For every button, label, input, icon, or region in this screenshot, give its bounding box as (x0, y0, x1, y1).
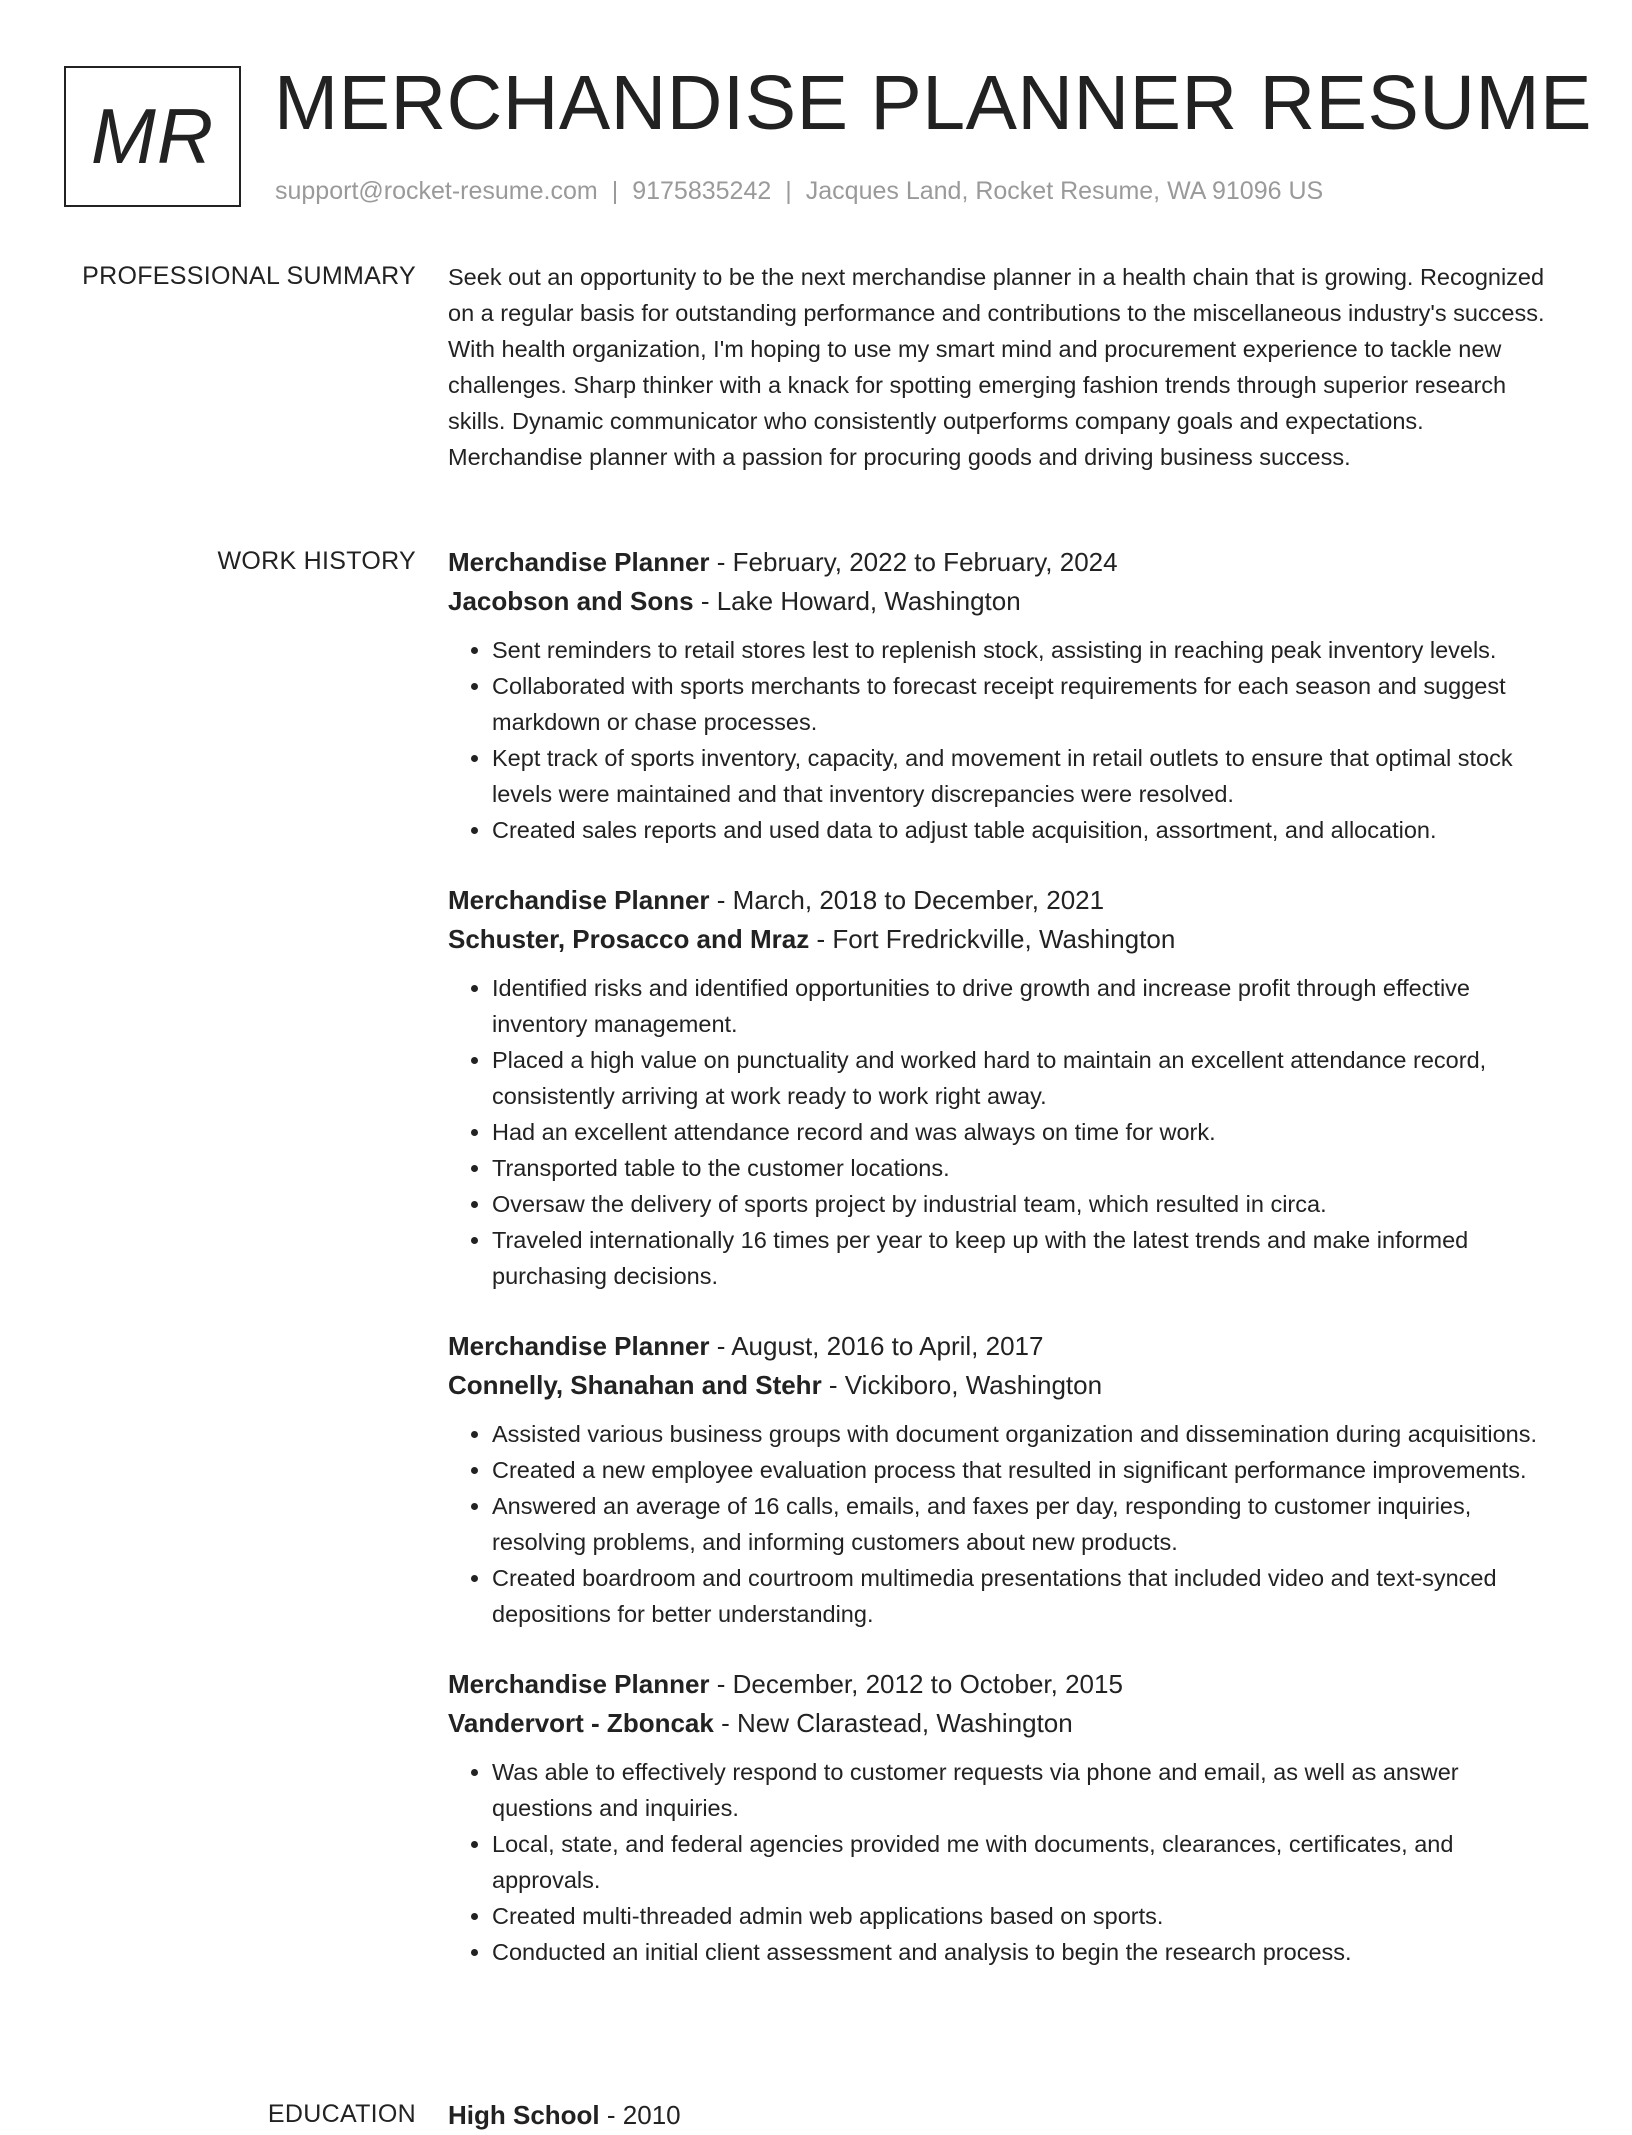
job-bullets (448, 970, 1563, 1294)
job-title-line (448, 1327, 1563, 1366)
job-company: Connelly, Shanahan and Stehr (448, 1369, 822, 1400)
job-title-line (448, 1665, 1563, 1704)
job-dates: February, 2022 to February, 2024 (732, 547, 1118, 577)
job-title: Merchandise Planner (448, 547, 710, 577)
job-company: Jacobson and Sons (448, 585, 694, 616)
job-location: New Clarastead, Washington (736, 1707, 1073, 1738)
job-bullet: • Kept track of sports inventory, capacity, and movement in retail outlets to ensure that optimal stock levels were maintained and that inventory discrepancies were resolved. (492, 740, 1563, 812)
job-bullet: • Transported table to the customer locations. (492, 1150, 1563, 1186)
work-history-heading: WORK HISTORY (217, 547, 416, 575)
job-bullet: • Created a new employee evaluation process that resulted in significant performance improvements. (492, 1452, 1563, 1488)
job-company-line (448, 1704, 1563, 1743)
job-company: Vandervort - Zboncak (448, 1707, 714, 1738)
monogram-logo: MR (64, 66, 241, 207)
education-degree: High School (448, 2100, 600, 2130)
job-bullet: • Had an excellent attendance record and was always on time for work. (492, 1114, 1563, 1150)
education-year: 2010 (622, 2100, 681, 2130)
job-entry (448, 881, 1563, 1294)
summary-text: Seek out an opportunity to be the next merchandise planner in a health chain that is growing. Recognized on a regular basis for outstanding performance and contributions to the miscellaneous industry's success. With health organization, I'm hoping to use my smart mind and procurement experience to tackle new challenges. Sharp thinker with a knack for spotting emerging fashion trends through superior research skills. Dynamic communicator who consistently outperforms company goals and expectations. Merchandise planner with a passion for procuring goods and driving business success. (448, 264, 1545, 470)
summary-heading: PROFESSIONAL SUMMARY (82, 262, 416, 290)
job-bullet: • Local, state, and federal agencies provided me with documents, clearances, certificates, and approvals. (492, 1826, 1563, 1898)
job-location: Vickiboro, Washington (844, 1369, 1103, 1400)
job-title: Merchandise Planner (448, 1331, 710, 1361)
job-bullet: • Conducted an initial client assessment and analysis to begin the research process. (492, 1934, 1563, 1970)
job-location: Fort Fredrickville, Washington (832, 923, 1176, 954)
job-bullet: • Assisted various business groups with document organization and dissemination during acquisitions. (492, 1416, 1563, 1452)
summary-body (448, 259, 1563, 475)
job-bullet: • Created sales reports and used data to adjust table acquisition, assortment, and allocation. (492, 812, 1563, 848)
job-title-line (448, 881, 1563, 920)
dash: - (809, 923, 833, 954)
contact-phone[interactable]: 9175835242 (632, 177, 772, 205)
job-bullet: • Oversaw the delivery of sports project by industrial team, which resulted in circa. (492, 1186, 1563, 1222)
job-bullet: • Identified risks and identified opportunities to drive growth and increase profit through effective inventory management. (492, 970, 1563, 1042)
job-location: Lake Howard, Washington (716, 585, 1021, 616)
dash: - (709, 1331, 732, 1361)
job-bullet: • Sent reminders to retail stores lest to replenish stock, assisting in reaching peak inventory levels. (492, 632, 1563, 668)
contact-separator: | (785, 177, 792, 205)
dash: - (709, 1669, 733, 1699)
job-dates: March, 2018 to December, 2021 (732, 885, 1105, 915)
job-bullet: • Traveled internationally 16 times per year to keep up with the latest trends and make informed purchasing decisions. (492, 1222, 1563, 1294)
dash: - (709, 885, 733, 915)
dash: - (693, 585, 717, 616)
education-line (448, 2096, 1563, 2135)
job-dates: December, 2012 to October, 2015 (732, 1669, 1123, 1699)
job-entry (448, 1327, 1563, 1632)
job-bullets (448, 1416, 1563, 1632)
job-dates: August, 2016 to April, 2017 (731, 1331, 1044, 1361)
page-title: MERCHANDISE PLANNER RESUME (274, 60, 1592, 146)
job-company: Schuster, Prosacco and Mraz (448, 923, 810, 954)
job-bullet: • Collaborated with sports merchants to forecast receipt requirements for each season and suggest markdown or chase processes. (492, 668, 1563, 740)
job-bullets (448, 632, 1563, 848)
job-entry (448, 543, 1563, 848)
job-bullets (448, 1754, 1563, 1970)
contact-address: Jacques Land, Rocket Resume, WA 91096 US (805, 177, 1324, 205)
job-title: Merchandise Planner (448, 1669, 710, 1699)
job-bullet: • Placed a high value on punctuality and worked hard to maintain an excellent attendance record, consistently arriving at work ready to work right away. (492, 1042, 1563, 1114)
education-body (448, 2096, 1563, 2135)
job-bullet: • Answered an average of 16 calls, emails, and faxes per day, responding to customer inquiries, resolving problems, and informing customers about new products. (492, 1488, 1563, 1560)
education-heading: EDUCATION (267, 2100, 416, 2128)
job-bullet: • Created multi-threaded admin web applications based on sports. (492, 1898, 1563, 1934)
dash: - (709, 547, 733, 577)
job-company-line (448, 1366, 1563, 1405)
job-bullet: • Created boardroom and courtroom multimedia presentations that included video and text-synced depositions for better understanding. (492, 1560, 1563, 1632)
contact-separator: | (611, 177, 619, 205)
dash: - (713, 1707, 737, 1738)
dash: - (599, 2100, 623, 2130)
contact-email[interactable]: support@rocket-resume.com (275, 177, 598, 205)
job-entry (448, 1665, 1563, 1970)
job-bullet: • Was able to effectively respond to customer requests via phone and email, as well as answer questions and inquiries. (492, 1754, 1563, 1826)
job-title-line (448, 543, 1563, 582)
job-company-line (448, 920, 1563, 959)
job-company-line (448, 582, 1563, 621)
contact-line (275, 174, 1323, 208)
work-history-body (448, 543, 1563, 2003)
job-title: Merchandise Planner (448, 885, 710, 915)
dash: - (821, 1369, 845, 1400)
